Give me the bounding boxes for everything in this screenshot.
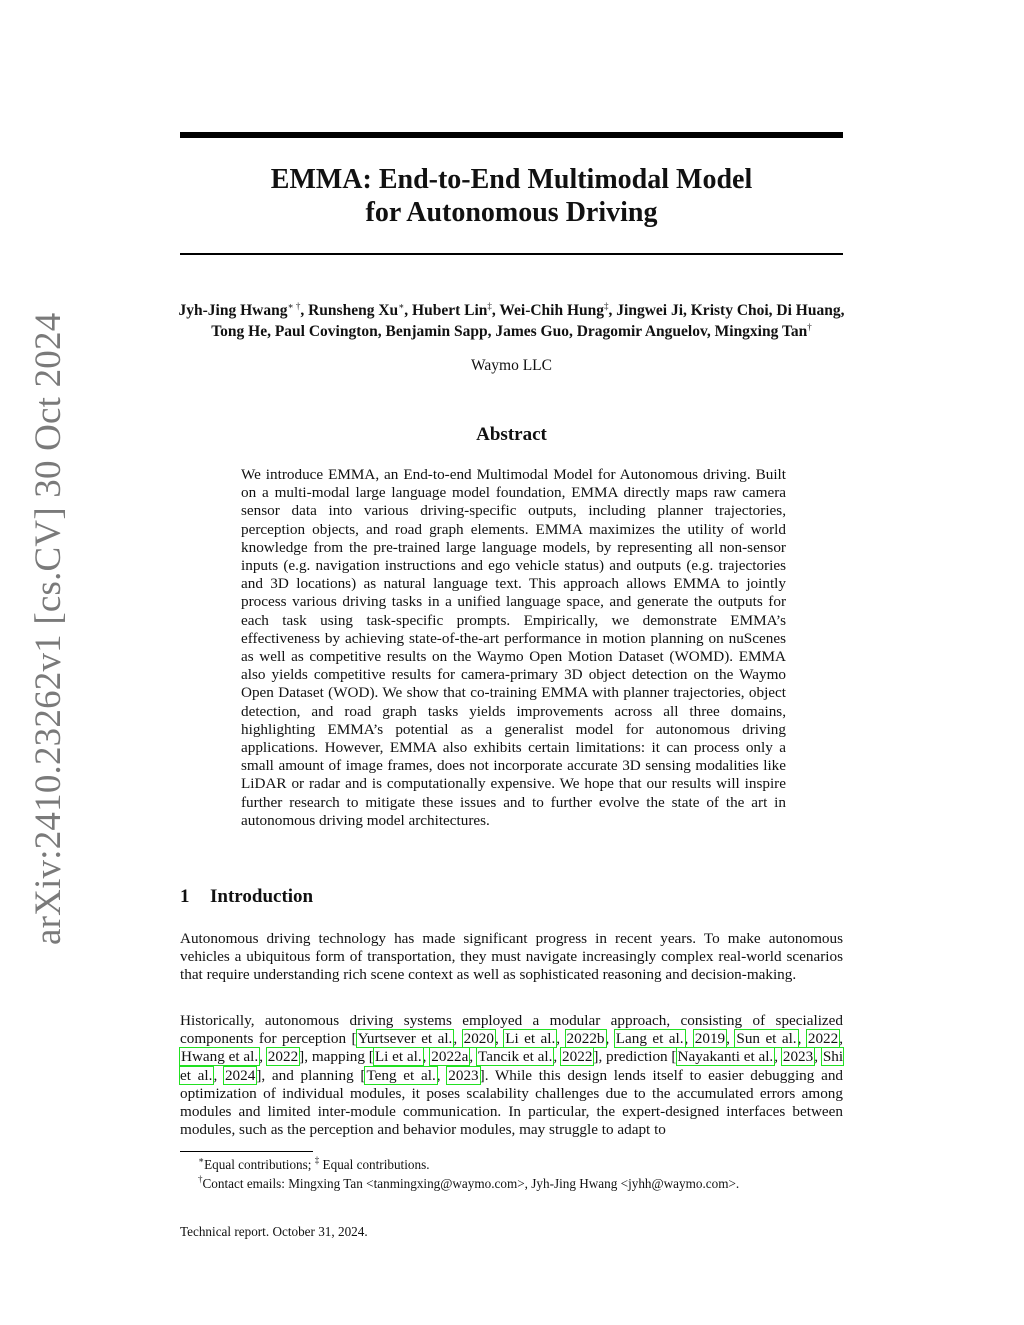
citation-link[interactable]: Nayakanti et al.: [677, 1048, 774, 1066]
paragraph-text: ,: [469, 1048, 477, 1066]
author-name: Runsheng Xu: [308, 302, 399, 319]
section-heading-introduction: [180, 886, 313, 908]
paragraph-text: ,: [814, 1048, 822, 1066]
author-line-1: [150, 300, 873, 321]
citation-link[interactable]: Shi et al.: [180, 1048, 844, 1084]
citation-link[interactable]: 2022: [267, 1048, 299, 1066]
author-line-2: [150, 321, 873, 342]
citation-link[interactable]: Tancik et al.: [478, 1048, 553, 1066]
paragraph-text: ,: [553, 1048, 562, 1066]
citation-link[interactable]: 2022a: [431, 1048, 469, 1066]
paragraph-text: ,: [436, 1066, 448, 1084]
abstract-text: We introduce EMMA, an End-to-end Multimodal Model for Autonomous driving. Built on a multi-modal large language model foundation, EMMA directly maps raw camera sensor data into various driving-specific outputs, including planner trajectories, perception objects, and road graph elements. EMMA maximizes the utility of world knowledge from the pre-trained large language models, by representing all non-sensor inputs (e.g. navigation instructions and ego vehicle status) and outputs (e.g. trajectories and 3D locations) as natural language text. This approach allows EMMA to jointly process various driving tasks in a unified language space, and generate the outputs for each task using task-specific prompts. Empirically, we demonstrate EMMA’s effectiveness by achieving state-of-the-art performance in motion planning on nuScenes as well as competitive results on the Waymo Open Motion Dataset (WOMD). EMMA also yields competitive results for camera-primary 3D object detection on the Waymo Open Dataset (WOD). We show that co-training EMMA with planner trajectories, object detection, and road graph tasks yields improvements across all three domains, highlighting EMMA’s potential as a generalist model for autonomous driving applications. However, EMMA also exhibits certain limitations: it can process only a small amount of image frames, does not incorporate accurate 3D sensing modalities like LiDAR or radar and is computationally expensive. We hope that our results will inspire further research to mitigate these issues and to further evolve the state of the art in autonomous driving model architectures.: [241, 466, 786, 829]
footnote-rule: [180, 1151, 313, 1152]
footnote-text: Equal contributions;: [204, 1157, 315, 1172]
author-mark: †: [807, 322, 812, 332]
citation-link[interactable]: 2022b: [566, 1030, 605, 1048]
citation-link[interactable]: 2023: [782, 1048, 814, 1066]
citation-link[interactable]: Sun et al.: [736, 1030, 797, 1048]
footer-note: Technical report. October 31, 2024.: [180, 1224, 368, 1239]
abstract-heading: Abstract: [476, 424, 547, 445]
paragraph-text: ,: [556, 1030, 566, 1048]
title-bottom-rule: [180, 253, 843, 255]
author-sep: ,: [404, 302, 413, 319]
author-mark: ∗: [398, 301, 405, 311]
author-sep: ,: [491, 302, 500, 319]
paper-title: [180, 163, 843, 229]
paragraph-text: ,: [259, 1048, 267, 1066]
author-name: Jingwei Ji, Kristy Choi, Di Huang,: [616, 302, 845, 319]
author-name: Wei-Chih Hung: [499, 302, 605, 319]
footnote-equal-contributions: [198, 1157, 430, 1173]
citation-link[interactable]: Yurtsever et al.: [357, 1030, 453, 1048]
intro-paragraph-2: [180, 1012, 843, 1139]
paragraph-text: ,: [839, 1030, 844, 1048]
citation-link[interactable]: Li et al.: [505, 1030, 556, 1048]
author-mark: ∗ †: [287, 301, 301, 311]
paragraph-text: ,: [213, 1066, 224, 1084]
section-number: 1: [180, 886, 190, 907]
paragraph-text: ,: [774, 1048, 782, 1066]
citation-link[interactable]: 2022: [807, 1030, 839, 1048]
paragraph-text: ,: [422, 1048, 431, 1066]
paragraph-text: ,: [453, 1030, 463, 1048]
citation-link[interactable]: Li et al.: [374, 1048, 422, 1066]
citation-link[interactable]: 2019: [694, 1030, 726, 1048]
paragraph-text: ,: [726, 1030, 736, 1048]
author-name: Jyh-Jing Hwang: [178, 302, 288, 319]
title-line-1: EMMA: End-to-End Multimodal Model: [270, 164, 753, 195]
citation-link[interactable]: Teng et al.: [366, 1066, 436, 1084]
footnote-mark: ‡: [314, 1155, 320, 1165]
affiliation: Waymo LLC: [471, 357, 552, 374]
author-list: [150, 300, 873, 342]
footnote-text: Equal contributions.: [319, 1157, 430, 1172]
paragraph-text: ,: [494, 1030, 505, 1048]
paragraph-text: ,: [605, 1030, 615, 1048]
citation-link[interactable]: 2022: [562, 1048, 593, 1066]
section-title: Introduction: [210, 886, 314, 907]
paragraph-text: ], prediction [: [593, 1048, 677, 1066]
citation-link[interactable]: 2023: [448, 1066, 479, 1084]
paragraph-text: ], mapping [: [299, 1048, 374, 1066]
footnote-text: Contact emails: Mingxing Tan <tanmingxing@waymo.com>, Jyh-Jing Hwang <jyhh@waymo.com>.: [202, 1176, 740, 1191]
arxiv-stamp: arXiv:2410.23262v1 [cs.CV] 30 Oct 2024: [28, 312, 69, 945]
paragraph-text: ], and planning [: [256, 1066, 366, 1084]
author-sep: ,: [300, 302, 309, 319]
title-top-rule: [180, 132, 843, 138]
citation-link[interactable]: Hwang et al.: [181, 1048, 259, 1066]
intro-paragraph-1: Autonomous driving technology has made significant progress in recent years. To make autonomous vehicles a ubiquitous form of transportation, they must navigate increasingly complex real-world scenarios that require understanding rich scene context as well as sophisticated reasoning and decision-making.: [180, 930, 843, 984]
footnote-contact: [198, 1176, 739, 1192]
paragraph-text: Historically, autonomous driving systems employed a modular approach, consisting of specialized components for perception [: [180, 1012, 843, 1048]
author-names: Tong He, Paul Covington, Benjamin Sapp, James Guo, Dragomir Anguelov, Mingxing Tan: [211, 323, 808, 340]
footnote-mark: ∗: [198, 1155, 205, 1165]
author-name: Hubert Lin: [412, 302, 488, 319]
author-sep: ,: [608, 302, 617, 319]
paragraph-text: ,: [797, 1030, 807, 1048]
citation-link[interactable]: 2020: [463, 1030, 494, 1048]
citation-link[interactable]: Lang et al.: [615, 1030, 684, 1048]
author-mark: ‡: [604, 301, 609, 311]
author-mark: ‡: [487, 301, 492, 311]
title-line-2: for Autonomous Driving: [365, 197, 658, 228]
paragraph-text: ,: [684, 1030, 694, 1048]
paragraph-text: ]. While this design lends itself to easier debugging and optimization of individual modules, it poses scalability challenges due to the accumulated errors among modules and limited inter-module communication. In particular, the expert-designed interfaces between modules, such as the perception and behavior modules, may struggle to adapt to: [180, 1066, 844, 1139]
citation-link[interactable]: 2024: [224, 1066, 256, 1084]
footnote-mark: †: [198, 1174, 203, 1184]
